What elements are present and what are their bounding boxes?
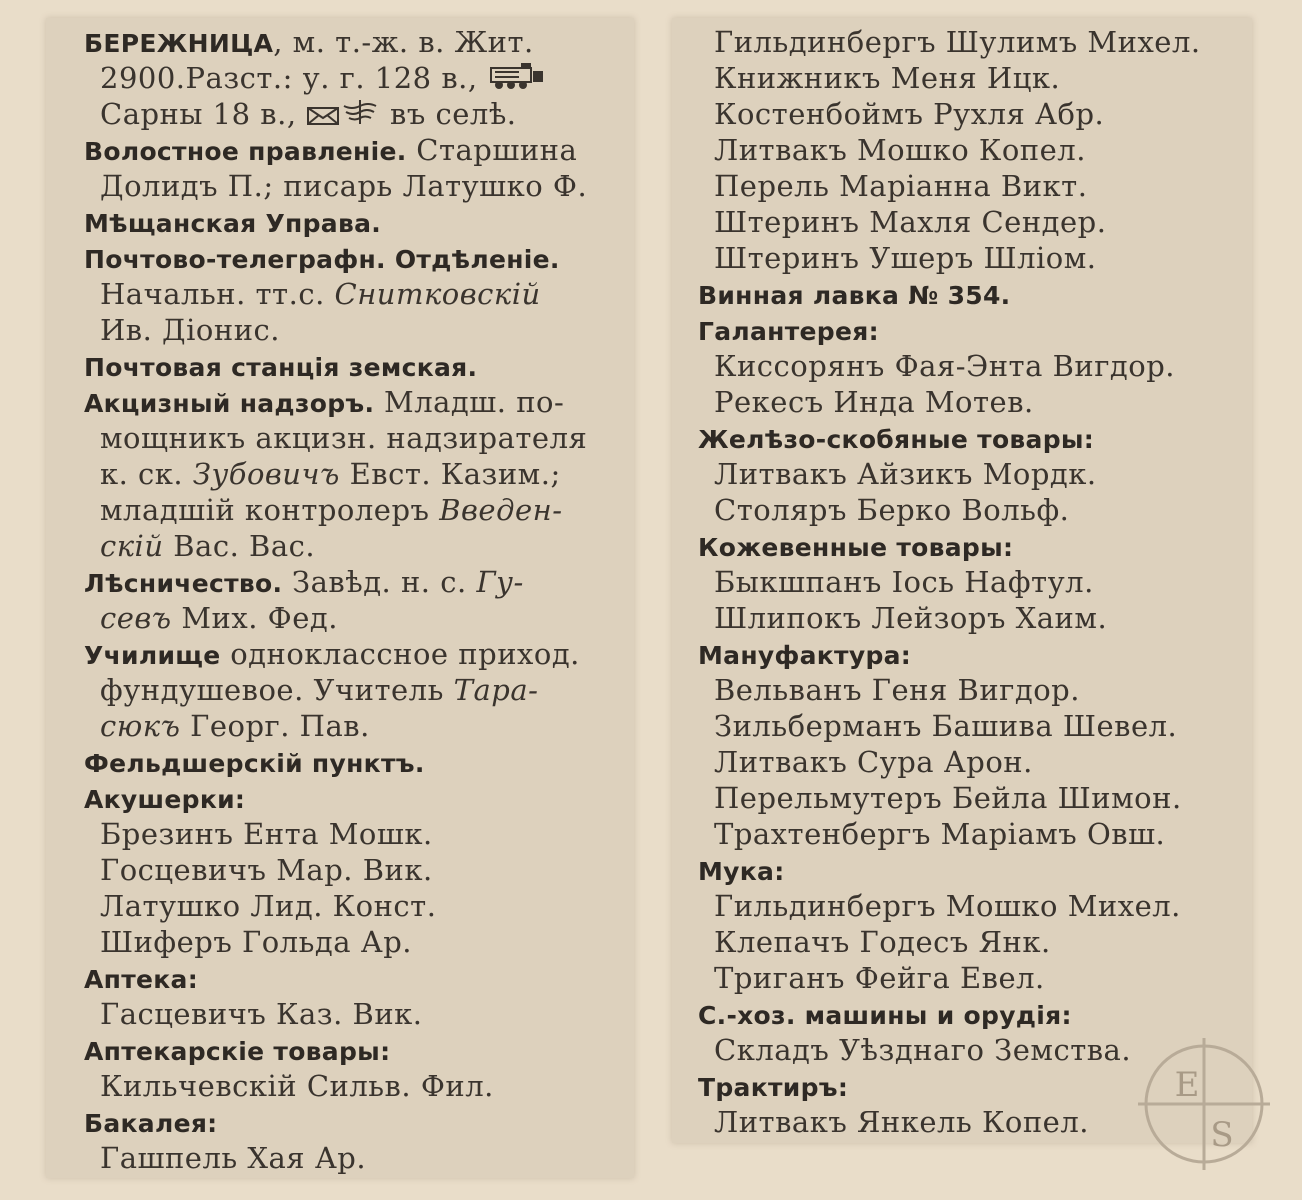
entry-text: Литвакъ Сура Арон. <box>714 745 1033 779</box>
heading-text: Училище <box>84 641 221 670</box>
entry-line <box>84 456 628 492</box>
entry-line <box>84 852 628 888</box>
right-column-text <box>698 24 1246 1140</box>
heading-text: Бакалея: <box>84 1109 218 1138</box>
entry-line <box>698 132 1246 168</box>
italic-name: Зубовичъ <box>192 457 340 491</box>
section-heading-line <box>84 1032 628 1068</box>
entry-text: Латушко Лид. Конст. <box>100 889 437 923</box>
heading-text: Акцизный надзоръ. <box>84 389 375 418</box>
entry-text: Зильберманъ Башива Шевел. <box>714 709 1178 743</box>
entry-text: Рекесъ Инда Мотев. <box>714 385 1034 419</box>
entry-text: Госцевичъ Мар. Вик. <box>100 853 433 887</box>
heading-text: Трактиръ: <box>698 1073 849 1102</box>
entry-text: Ив. Діонис. <box>100 313 280 347</box>
entry-line <box>84 420 628 456</box>
section-heading-line <box>698 420 1246 456</box>
entry-line <box>698 348 1246 384</box>
heading-text: Винная лавка № 354. <box>698 281 1011 310</box>
entry-line <box>698 60 1246 96</box>
entry-text: Младш. по- <box>374 385 565 419</box>
entry-line <box>698 24 1246 60</box>
entry-text: Шиферъ Гольда Ар. <box>100 925 412 959</box>
italic-name: Тара- <box>453 673 539 707</box>
italic-name: сюкъ <box>100 709 181 743</box>
entry-text: Столяръ Берко Вольф. <box>714 493 1070 527</box>
section-heading-line <box>84 384 628 420</box>
heading-text: Почтовая станція земская. <box>84 353 478 382</box>
section-heading-line <box>84 24 628 60</box>
section-heading-line <box>84 348 628 384</box>
entry-text: Долидъ П.; писарь Латушко Ф. <box>100 169 588 203</box>
entry-text: Трахтенбергъ Маріамъ Овш. <box>714 817 1166 851</box>
section-heading-line <box>84 960 628 996</box>
italic-name: Снитковскій <box>334 277 541 311</box>
entry-line <box>84 312 628 348</box>
italic-name: Гу- <box>476 565 524 599</box>
italic-name: Введен- <box>439 493 563 527</box>
entry-text: Гашпель Хая Ар. <box>100 1141 367 1175</box>
entry-text: Клепачъ Годесъ Янк. <box>714 925 1051 959</box>
section-heading-line <box>84 564 628 600</box>
entry-text: , м. т.-ж. в. Жит. <box>273 25 534 59</box>
heading-text: Мука: <box>698 857 785 886</box>
entry-line <box>698 924 1246 960</box>
entry-text: Триганъ Фейга Евел. <box>714 961 1045 995</box>
entry-text: Киссорянъ Фая-Энта Вигдор. <box>714 349 1176 383</box>
entry-line <box>84 492 628 528</box>
entry-text: Начальн. тт.с. <box>100 277 335 311</box>
entry-text: Гильдинбергъ Шулимъ Михел. <box>714 25 1201 59</box>
entry-line <box>84 96 628 132</box>
entry-text: младшій контролеръ <box>100 493 440 527</box>
heading-text: Волостное правленіе. <box>84 137 407 166</box>
heading-text: Лѣсничество. <box>84 569 283 598</box>
entry-text: Сарны 18 в., <box>100 97 307 131</box>
entry-line <box>698 672 1246 708</box>
entry-line <box>84 528 628 564</box>
entry-text: мощникъ акцизн. надзирателя <box>100 421 588 455</box>
svg-text:S: S <box>1210 1115 1234 1155</box>
heading-text: Желѣзо-скобяные товары: <box>698 425 1095 454</box>
entry-text: Штеринъ Ушеръ Шліом. <box>714 241 1097 275</box>
section-heading-line <box>698 276 1246 312</box>
entry-text-cont: въ селѣ. <box>380 97 517 131</box>
left-column-text <box>84 24 628 1176</box>
entry-text: Перельмутеръ Бейла Шимон. <box>714 781 1182 815</box>
section-heading-line <box>698 528 1246 564</box>
entry-line <box>84 888 628 924</box>
entry-line <box>698 456 1246 492</box>
heading-text: Почтово-телеграфн. Отдѣленіе. <box>84 245 560 274</box>
section-heading-line <box>84 1104 628 1140</box>
section-heading-line <box>698 636 1246 672</box>
svg-text:E: E <box>1174 1065 1200 1105</box>
entry-text-cont: Вас. Вас. <box>163 529 316 563</box>
entry-line <box>84 1140 628 1176</box>
entry-text: к. ск. <box>100 457 193 491</box>
entry-text: одноклассное приход. <box>220 637 580 671</box>
entry-text: Завѣд. н. с. <box>282 565 477 599</box>
entry-text-cont: Мих. Фед. <box>171 601 338 635</box>
entry-line <box>698 780 1246 816</box>
section-heading-line <box>698 996 1246 1032</box>
right-column <box>672 18 1252 1143</box>
entry-line <box>84 168 628 204</box>
entry-line <box>698 96 1246 132</box>
entry-text: фундушевое. Учитель <box>100 673 454 707</box>
entry-text-cont: Георг. Пав. <box>180 709 370 743</box>
entry-text: Костенбоймъ Рухля Абр. <box>714 97 1105 131</box>
heading-text: Аптекарскіе товары: <box>84 1037 391 1066</box>
section-heading-line <box>698 312 1246 348</box>
entry-line <box>698 600 1246 636</box>
entry-line <box>84 276 628 312</box>
entry-text: Гильдинбергъ Мошко Михел. <box>714 889 1181 923</box>
italic-name: севъ <box>100 601 172 635</box>
entry-line <box>84 1068 628 1104</box>
entry-text: Штеринъ Махля Сендер. <box>714 205 1107 239</box>
heading-text: Кожевенные товары: <box>698 533 1014 562</box>
entry-text: Литвакъ Айзикъ Мордк. <box>714 457 1097 491</box>
entry-line <box>698 384 1246 420</box>
heading-text: Галантерея: <box>698 317 879 346</box>
heading-text: Аптека: <box>84 965 199 994</box>
section-heading-line <box>84 780 628 816</box>
entry-line <box>698 240 1246 276</box>
entry-text: Гасцевичъ Каз. Вик. <box>100 997 423 1031</box>
entry-line <box>698 708 1246 744</box>
entry-text: Быкшпанъ Іось Нафтул. <box>714 565 1094 599</box>
telegraph-icon <box>340 98 380 134</box>
left-column <box>46 18 634 1178</box>
entry-text: Шлипокъ Лейзоръ Хаим. <box>714 601 1108 635</box>
section-heading-line <box>84 636 628 672</box>
train-icon <box>487 62 545 98</box>
entry-text: Брезинъ Ента Мошк. <box>100 817 433 851</box>
entry-text: Старшина <box>406 133 578 167</box>
es-watermark-logo <box>1138 1038 1270 1170</box>
heading-text: С.-хоз. машины и орудія: <box>698 1001 1072 1030</box>
section-heading-line <box>84 240 628 276</box>
entry-text-cont: Евст. Казим.; <box>339 457 561 491</box>
entry-line <box>84 672 628 708</box>
section-heading-line <box>84 132 628 168</box>
entry-line <box>84 924 628 960</box>
entry-line <box>698 744 1246 780</box>
entry-line <box>698 564 1246 600</box>
entry-text: Перель Маріанна Викт. <box>714 169 1088 203</box>
entry-text: Кильчевскій Сильв. Фил. <box>100 1069 494 1103</box>
section-heading-line <box>698 852 1246 888</box>
entry-line <box>84 600 628 636</box>
entry-line <box>698 204 1246 240</box>
entry-text: Книжникъ Меня Ицк. <box>714 61 1061 95</box>
heading-text: Мануфактура: <box>698 641 912 670</box>
entry-text: Литвакъ Мошко Копел. <box>714 133 1086 167</box>
entry-line <box>698 960 1246 996</box>
entry-text: Литвакъ Янкель Копел. <box>714 1105 1089 1139</box>
entry-text: 2900.Разст.: у. г. 128 в., <box>100 61 488 95</box>
entry-line <box>698 888 1246 924</box>
entry-line <box>698 168 1246 204</box>
entry-text: Вельванъ Геня Вигдор. <box>714 673 1080 707</box>
entry-line <box>698 492 1246 528</box>
heading-text: Мѣщанская Управа. <box>84 209 382 238</box>
heading-text: БЕРЕЖНИЦА <box>84 29 274 58</box>
italic-name: скій <box>100 529 164 563</box>
entry-text: Складъ Уѣзднаго Земства. <box>714 1033 1132 1067</box>
entry-line <box>84 60 628 96</box>
section-heading-line <box>84 204 628 240</box>
mail-icon <box>306 98 340 134</box>
section-heading-line <box>84 744 628 780</box>
heading-text: Фельдшерскій пунктъ. <box>84 749 425 778</box>
entry-line <box>84 816 628 852</box>
entry-line <box>698 816 1246 852</box>
entry-line <box>84 996 628 1032</box>
heading-text: Акушерки: <box>84 785 246 814</box>
entry-line <box>84 708 628 744</box>
